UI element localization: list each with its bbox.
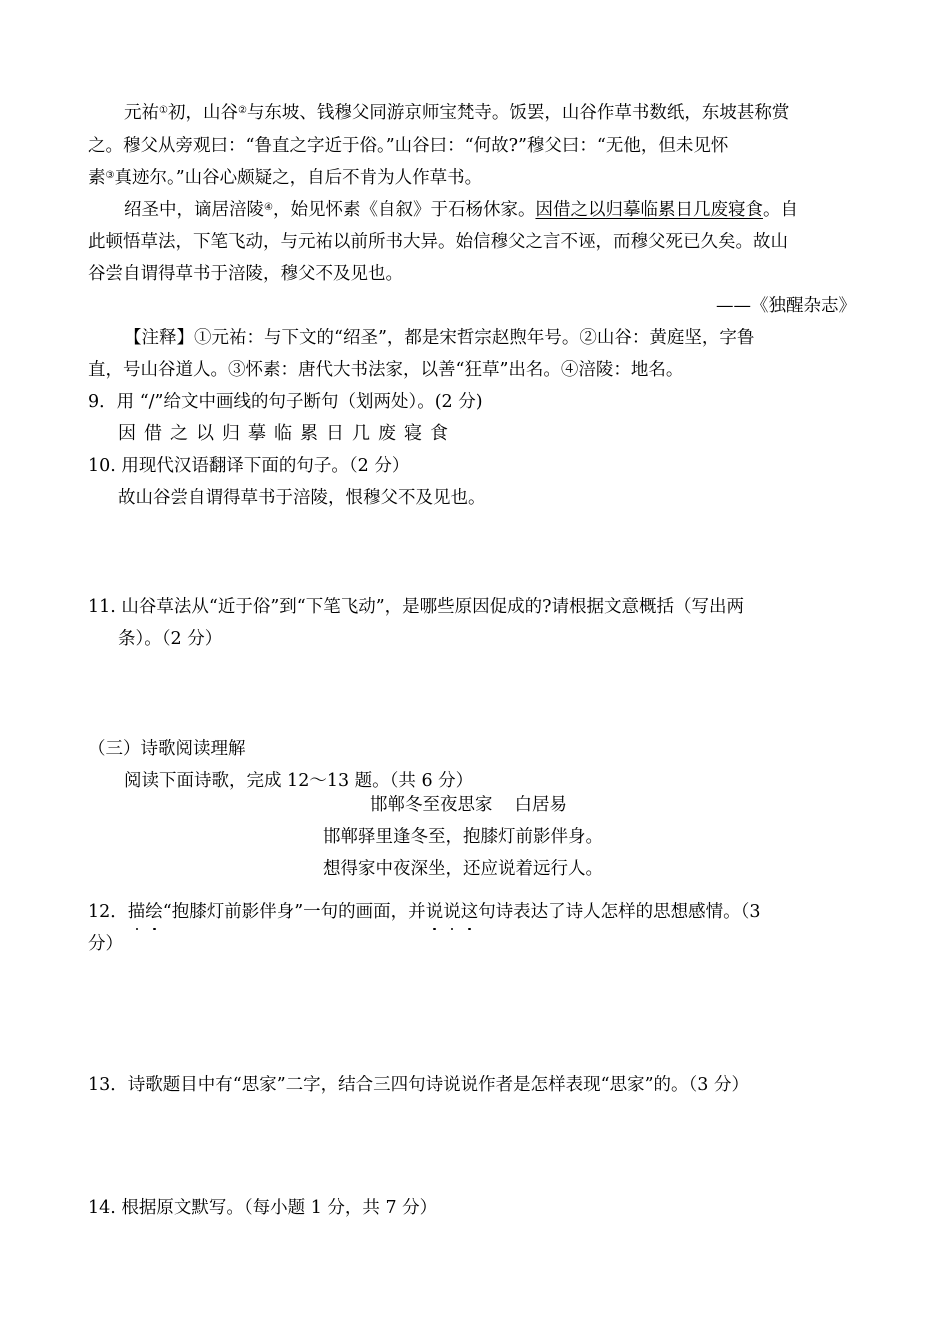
passage-line: 之。穆父从旁观曰：“鲁直之字近于俗。”山谷曰：“何故?”穆父曰：“无他，但未见怀 bbox=[88, 136, 729, 156]
passage-text: 绍圣中，谪居涪陵 bbox=[124, 200, 264, 220]
question-13: 13．诗歌题目中有“思家”二字，结合三四句诗说说作者是怎样表现“思家”的。（3 分） bbox=[88, 1075, 749, 1095]
emphasis-char: 说 bbox=[443, 902, 461, 922]
passage-text: ，始见怀素《自叙》于石杨休家。 bbox=[272, 200, 536, 220]
question-text: 句诗表达了诗人怎样的思想感情。（3 bbox=[478, 902, 761, 922]
passage-text: 元祐 bbox=[124, 103, 159, 123]
poem-author: 白居易 bbox=[514, 795, 567, 815]
source-citation: ——《独醒杂志》 bbox=[716, 296, 856, 316]
question-number: 12． bbox=[88, 902, 128, 922]
emphasis-char: 描 bbox=[127, 902, 146, 922]
q9-char: 归 bbox=[222, 423, 240, 444]
q9-char: 累 bbox=[300, 423, 318, 444]
passage-text: 真迹尔。”山谷心颇疑之，自后不肯为人作草书。 bbox=[114, 168, 483, 188]
q9-char: 以 bbox=[196, 423, 214, 444]
q9-char: 几 bbox=[352, 423, 370, 444]
passage-line: 谷尝自谓得草书于涪陵，穆父不及见也。 bbox=[88, 264, 403, 284]
question-text: “抱膝灯前影伴身”一句的画面，并 bbox=[162, 902, 426, 922]
emphasis-char: 这 bbox=[460, 902, 479, 922]
passage-text: 初，山谷 bbox=[167, 103, 238, 123]
q9-char: 日 bbox=[326, 423, 344, 444]
footnote-marker: ③ bbox=[105, 170, 115, 181]
poem-title-line bbox=[370, 793, 567, 817]
passage-line: 此顿悟草法，下笔飞动，与元祐以前所书大异。始信穆父之言不诬，而穆父死已久矣。故山 bbox=[88, 232, 788, 252]
passage-line bbox=[124, 198, 798, 222]
section-instruction: 阅读下面诗歌，完成 12～13 题。（共 6 分） bbox=[124, 771, 474, 791]
emphasis-char: 说 bbox=[425, 902, 444, 922]
q9-char: 废 bbox=[378, 423, 396, 444]
q9-char: 寝 bbox=[404, 423, 422, 444]
question-10: 10. 用现代汉语翻译下面的句子。（2 分） bbox=[88, 456, 410, 476]
poem-line: 想得家中夜深坐，还应说着远行人。 bbox=[323, 859, 603, 879]
question-9: 9．用 “/”给文中画线的句子断句（划两处）。(2 分) bbox=[88, 392, 483, 412]
footnote-marker: ④ bbox=[264, 202, 273, 213]
passage-line bbox=[124, 101, 789, 125]
q9-char: 临 bbox=[274, 423, 292, 444]
question-11: 11. 山谷草法从“近于俗”到“下笔飞动”，是哪些原因促成的?请根据文意概括（写出两 bbox=[88, 597, 745, 617]
q9-sentence bbox=[118, 422, 456, 446]
poem-title: 邯郸冬至夜思家 bbox=[370, 795, 493, 815]
q9-char: 借 bbox=[144, 423, 162, 444]
passage-text: 与东坡、钱穆父同游京师宝梵寺。饭罢，山谷作草书数纸，东坡甚称赏 bbox=[246, 103, 790, 123]
q9-char: 食 bbox=[430, 423, 448, 444]
notes-line: 【注释】①元祐：与下文的“绍圣”，都是宋哲宗赵煦年号。②山谷：黄庭坚，字鲁 bbox=[124, 328, 755, 348]
passage-text: 。自 bbox=[762, 200, 798, 220]
question-12 bbox=[88, 900, 761, 924]
question-11-cont: 条）。（2 分） bbox=[118, 629, 223, 649]
underlined-sentence: 因借之以归摹临累日几废寝食 bbox=[535, 200, 763, 220]
q9-char: 因 bbox=[118, 423, 136, 444]
emphasis-char: 绘 bbox=[145, 902, 163, 922]
section-heading: （三）诗歌阅读理解 bbox=[88, 739, 246, 759]
notes-line: 直，号山谷道人。③怀素：唐代大书法家，以善“狂草”出名。④涪陵：地名。 bbox=[88, 360, 684, 380]
q9-char: 之 bbox=[170, 423, 188, 444]
poem-line: 邯郸驿里逢冬至，抱膝灯前影伴身。 bbox=[323, 827, 603, 847]
footnote-marker: ② bbox=[237, 105, 247, 116]
footnote-marker: ① bbox=[159, 105, 168, 116]
passage-line bbox=[88, 166, 482, 190]
passage-text: 素 bbox=[88, 168, 106, 188]
q9-char: 摹 bbox=[248, 423, 266, 444]
question-14: 14. 根据原文默写。（每小题 1 分，共 7 分） bbox=[88, 1198, 438, 1218]
q10-sentence: 故山谷尝自谓得草书于涪陵，恨穆父不及见也。 bbox=[118, 488, 486, 508]
question-12-cont: 分） bbox=[88, 934, 123, 954]
